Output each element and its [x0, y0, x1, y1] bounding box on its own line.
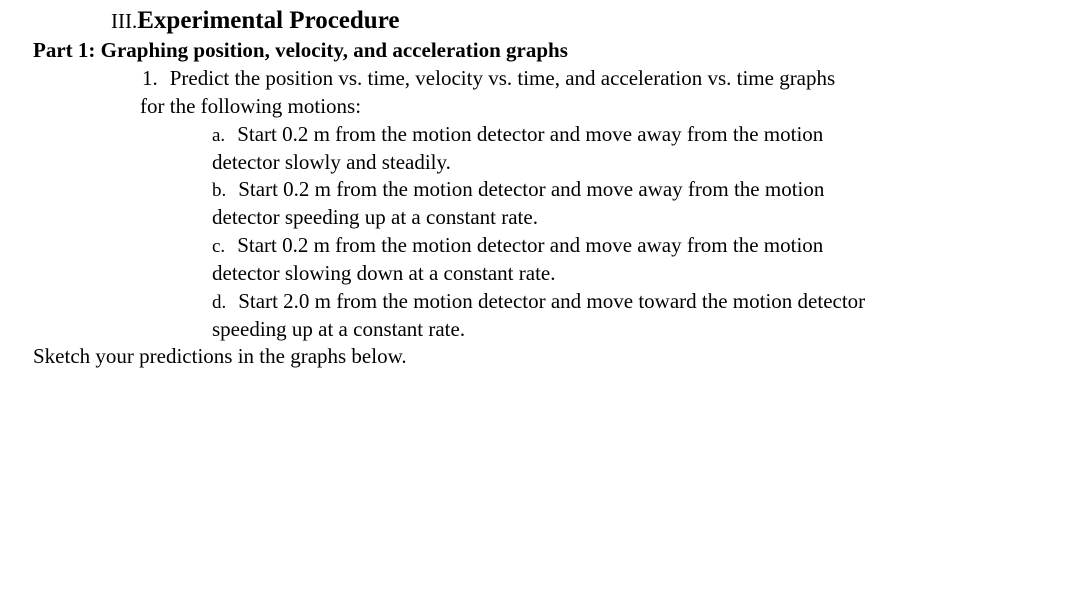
step-1-text: Predict the position vs. time, velocity vs. time, and acceleration vs. time graphs	[169, 66, 836, 90]
motion-item-d-continuation: speeding up at a constant rate.	[212, 317, 466, 341]
part-heading: Part 1: Graphing position, velocity, and acceleration graphs	[33, 38, 568, 62]
section-number: III.	[111, 9, 138, 33]
motion-item-a	[212, 120, 823, 150]
motion-item-b-continuation: detector speeding up at a constant rate.	[212, 205, 538, 229]
motion-item-text: Start 0.2 m from the motion detector and move away from the motion	[237, 122, 824, 146]
step-1-line-1	[142, 64, 835, 92]
motion-item-text: Start 0.2 m from the motion detector and move away from the motion	[238, 177, 825, 201]
motion-item-marker: d.	[212, 292, 227, 313]
motion-item-c-continuation: detector slowing down at a constant rate.	[212, 261, 556, 285]
motion-item-b	[212, 175, 824, 205]
motion-item-a-continuation: detector slowly and steadily.	[212, 150, 451, 174]
motion-item-marker: c.	[212, 236, 226, 257]
motion-item-c	[212, 231, 823, 261]
section-heading	[111, 6, 399, 36]
closing-instruction: Sketch your predictions in the graphs below.	[33, 344, 407, 368]
motion-item-d	[212, 287, 865, 317]
step-1-number: 1.	[142, 66, 158, 90]
motion-item-marker: b.	[212, 180, 227, 201]
step-1-line-2: for the following motions:	[140, 94, 362, 118]
motion-item-text: Start 2.0 m from the motion detector and move toward the motion detector	[238, 289, 866, 313]
motion-item-marker: a.	[212, 125, 226, 146]
motion-item-text: Start 0.2 m from the motion detector and move away from the motion	[237, 233, 824, 257]
section-title: Experimental Procedure	[137, 7, 400, 34]
